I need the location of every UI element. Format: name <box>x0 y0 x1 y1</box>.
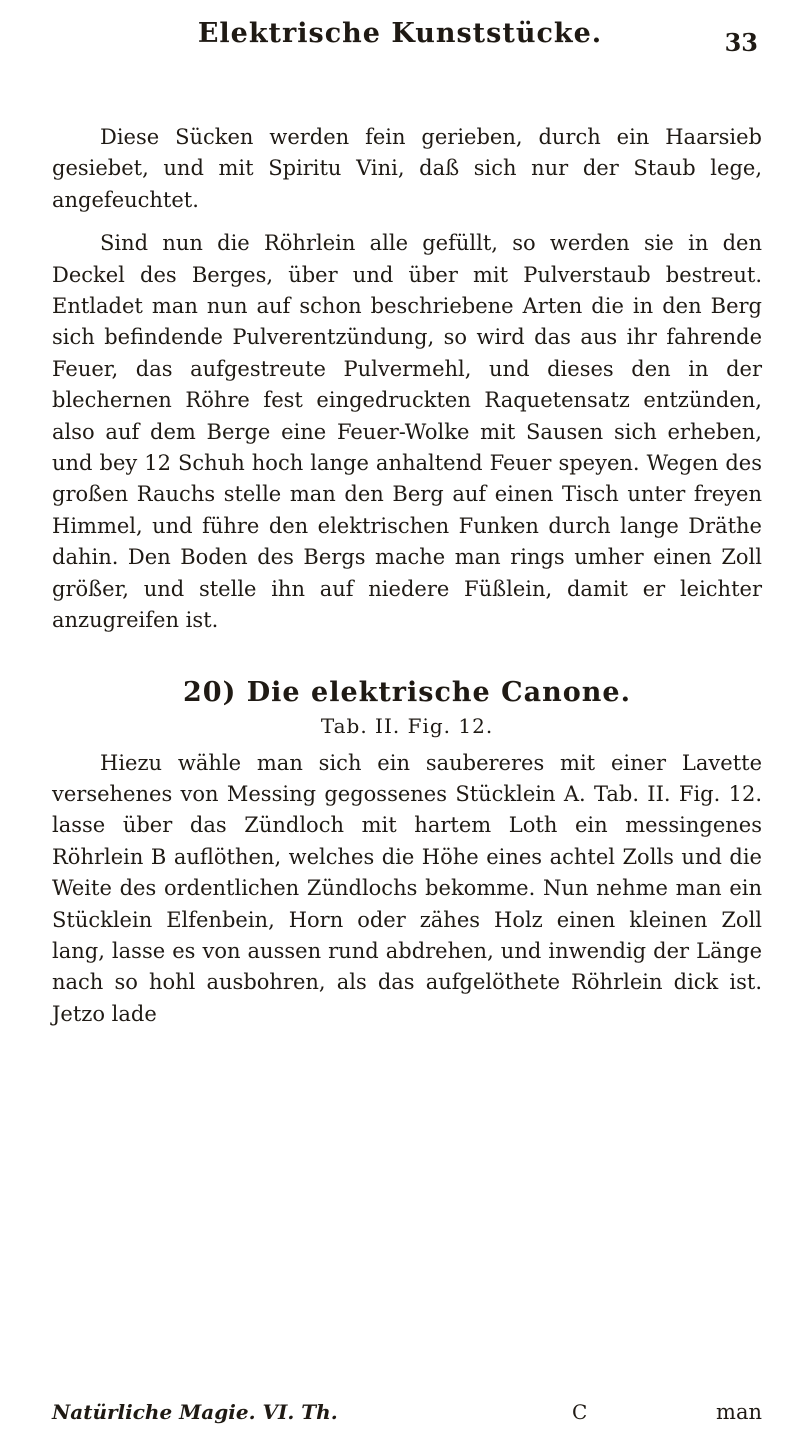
signature-mark: C <box>572 1400 588 1424</box>
running-head <box>0 8 800 60</box>
figure-reference: Tab. II. Fig. 12. <box>320 713 494 738</box>
page-number: 33 <box>724 28 758 57</box>
footer-signature: Natürliche Magie. VI. Th. <box>52 1400 338 1424</box>
paragraph-1: Diese Sücken werden fein gerieben, durch ein Haarsieb gesiebet, und mit Spiritu Vini, daß sich nur der Staub lege, angefeuchtet. <box>52 125 762 212</box>
section-heading: 20) Die elektrische Canone. <box>183 676 631 708</box>
running-title: Elektrische Kunststücke. <box>197 18 603 49</box>
paragraph-2: Sind nun die Röhrlein alle gefüllt, so werden sie in den Deckel des Berges, über und über mit Pulverstaub bestreut. Entladet man nun auf schon beschriebene Arten die in den Berg sich befindende Pulverentzündung, so wird das aus ihr fahrende Feuer, das aufgestreute Pulvermehl, und dieses den in der blechernen Röhre fest eingedruckten Raquetensatz entzünden, also auf dem Berge eine Feuer-Wolke mit Sausen sich erheben, und bey 12 Schuh hoch lange anhaltend Feuer speyen. Wegen des großen Rauchs stelle man den Berg auf einen Tisch unter freyen Himmel, und führe den elektrischen Funken durch lange Dräthe dahin. Den Boden des Bergs mache man rings umher einen Zoll größer, und stelle ihn auf niedere Füßlein, damit er leichter anzugreifen ist. <box>52 231 762 633</box>
page-footer <box>52 1400 762 1432</box>
section-paragraph: Hiezu wähle man sich ein saubereres mit einer Lavette versehenes von Messing gegossenes Stücklein A. Tab. II. Fig. 12. lasse über das Zündloch mit hartem Loth ein messingenes Röhrlein B auflöthen, welches die Höhe eines achtel Zolls und die Weite des ordentlichen Zündlochs bekomme. Nun nehme man ein Stücklein Elfenbein, Horn oder zähes Holz einen kleinen Zoll lang, lasse es von aussen rund abdrehen, und inwendig der Länge nach so hohl ausbohren, als das aufgelöthete Röhrlein dick ist. Jetzo lade <box>52 750 762 1026</box>
catchword: man <box>716 1400 762 1424</box>
